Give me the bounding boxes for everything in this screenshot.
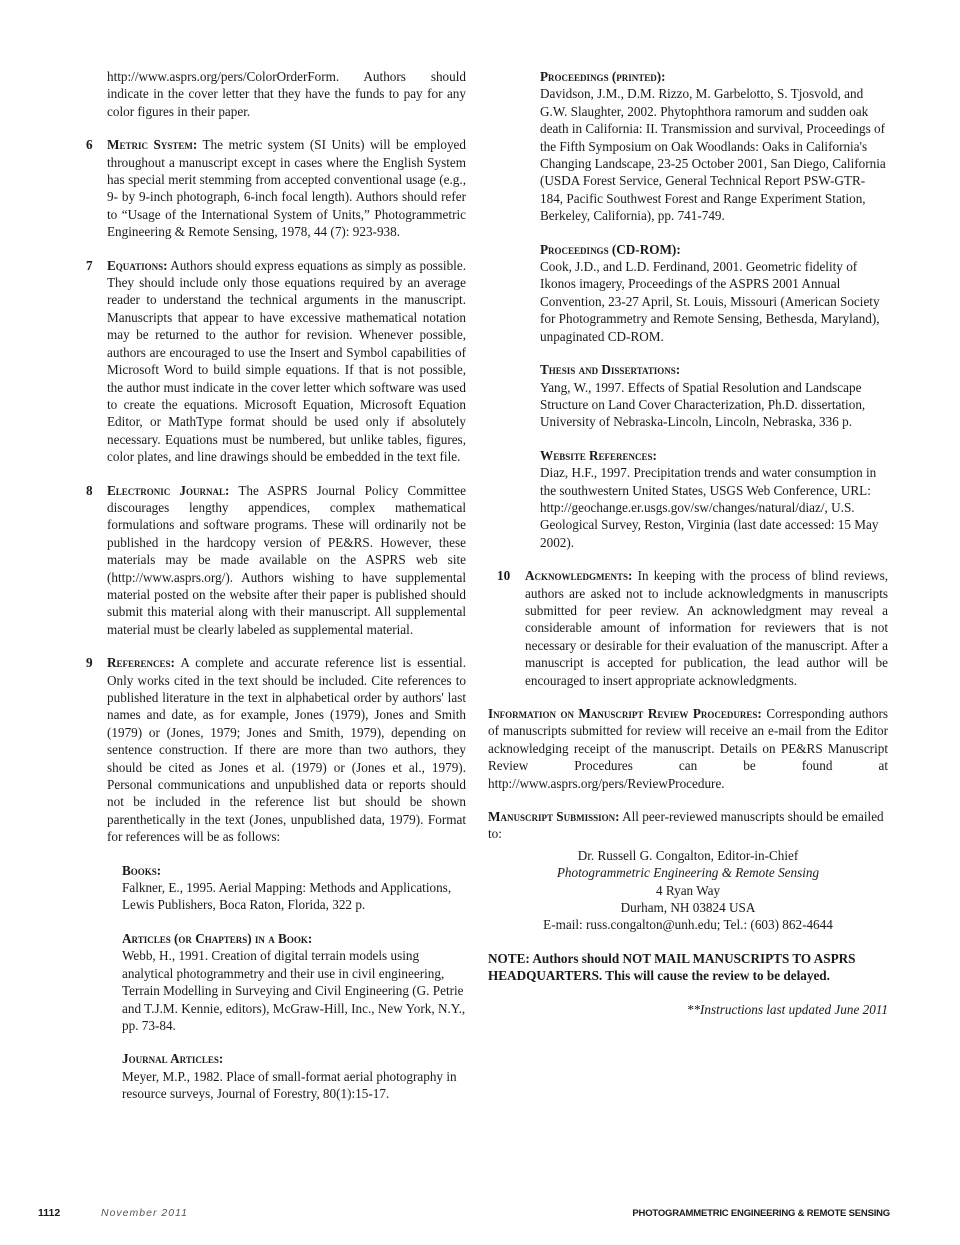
section-text: Corresponding authors of manuscripts submitted for review will receive an e-mail from the Editor acknowledging receipt of the manuscript. Details on PE&RS Manuscript Review Procedures can be found at http://www.asprs.org/pers/ReviewProcedure. xyxy=(488,706,888,791)
ref-format-heading: Thesis and Dissertations: xyxy=(540,362,681,378)
ref-format-example: Cook, J.D., and L.D. Ferdinand, 2001. Geometric fidelity of Ikonos imagery, Proceedings of the ASPRS 2001 Annual Convention, 23-27 April, St. Louis, Missouri (American Society for Photogrammetry and Remote Sensing, Bethesda, Maryland), unpaginated CD-ROM. xyxy=(540,259,880,344)
ref-format-example: Davidson, J.M., D.M. Rizzo, M. Garbelotto, S. Tjosvold, and G.W. Slaughter, 2002. Phytophthora ramorum and sudden oak death in California: II. Transmission and survival, Proceedings of the Fifth Symposium on Oak Woodlands: Oaks in California's Changing Landscape, 23-25 October 2001, San Diego, California (USDA Forest Service, General Technical Report PSW-GTR-184, Pacific Southwest Forest and Range Experiment Station, Berkeley, California), pp. 741-749. xyxy=(540,86,886,224)
item-number: 9 xyxy=(86,655,93,671)
item-electronic-journal xyxy=(86,482,466,639)
ref-format-heading: Website References: xyxy=(540,447,657,463)
ref-format-articles-in-book xyxy=(122,930,466,1034)
item-heading: References: xyxy=(107,655,175,671)
item-acknowledgments xyxy=(497,567,888,689)
journal-name: PHOTOGRAMMETRIC ENGINEERING & REMOTE SENSING xyxy=(632,1208,890,1219)
item-text: In keeping with the process of blind reviews, authors are asked not to include acknowledgments in manuscripts submitted for peer review. An acknowledgment may reveal a considerable amount of information for reviewers that is not necessary or desirable for their evaluation of the manuscript. After a manuscript is accepted for publication, the lead author will be encouraged to insert appropriate acknowledgments. xyxy=(525,568,888,688)
item-text: A complete and accurate reference list is essential. Only works cited in the text should be included. Cite references to published literature in the text in alphabetical order by authors' last names and date, as for example, Jones (1979), Jones and Smith (1979) or (Jones, 1979; Jones and Smith, 1979), depending on sentence construction. If there are more than two authors, they should be cited as Jones et al. (1979) or (Jones et al., 1979). Personal communications and unpublished data or reports should not be included in the reference list but should be shown parenthetically in the text (Jones, unpublished data, 1979). Format for references will be as follows: xyxy=(107,655,466,845)
ref-format-journal-articles xyxy=(122,1050,466,1102)
last-updated-note: **Instructions last updated June 2011 xyxy=(686,1001,888,1017)
ref-format-heading: Journal Articles: xyxy=(122,1051,224,1067)
address-line: Durham, NH 03824 USA xyxy=(620,900,756,916)
ref-format-example: Yang, W., 1997. Effects of Spatial Resolution and Landscape Structure on Land Cover Characterization, Ph.D. dissertation, University of Nebraska-Lincoln, Lincoln, Nebraska, 336 p. xyxy=(540,379,866,430)
item-references xyxy=(86,654,466,845)
ref-format-example: Webb, H., 1991. Creation of digital terrain models using analytical photogrammetry and their use in civil engineering, Terrain Modelling in Surveying and Civil Engineering (G. Petrie and T.J.M. Kennie, editors), McGraw-Hill, Inc., New York, N.Y., pp. 73-84. xyxy=(122,948,466,1033)
item-number: 6 xyxy=(86,137,93,153)
page-number: 1112 xyxy=(38,1207,61,1219)
item-heading: Equations: xyxy=(107,257,168,273)
editor-address xyxy=(488,847,888,934)
item-heading: Acknowledgments: xyxy=(525,568,633,584)
item-heading: Electronic Journal: xyxy=(107,482,230,498)
section-text: All peer-reviewed manuscripts should be emailed to: xyxy=(488,809,884,842)
item-number: 10 xyxy=(497,568,511,584)
ref-format-thesis xyxy=(540,361,888,431)
address-line: Dr. Russell G. Congalton, Editor-in-Chief xyxy=(577,847,799,863)
ref-format-website xyxy=(540,447,888,551)
ref-format-heading: Books: xyxy=(122,862,162,878)
item-equations xyxy=(86,257,466,466)
ref-format-proceedings-printed xyxy=(540,68,888,225)
item-heading: Metric System: xyxy=(107,137,198,153)
page-footer xyxy=(0,1205,960,1225)
ref-format-example: Meyer, M.P., 1982. Place of small-format aerial photography in resource surveys, Journal of Forestry, 80(1):15-17. xyxy=(122,1068,457,1102)
ref-format-example: Falkner, E., 1995. Aerial Mapping: Methods and Applications, Lewis Publishers, Boca Raton, Florida, 322 p. xyxy=(122,880,452,913)
color-figures-continuation: http://www.asprs.org/pers/ColorOrderForm. Authors should indicate in the cover letter that they have the funds to pay for any color figures in their paper. xyxy=(107,69,466,119)
item-number: 8 xyxy=(86,482,93,498)
issue-month: November 2011 xyxy=(101,1207,188,1219)
address-line: Photogrammetric Engineering & Remote Sensing xyxy=(556,865,820,881)
review-procedures-section xyxy=(488,705,888,792)
item-text: Authors should express equations as simply as possible. They should include only those equations required by an average reader to understand the technical arguments in the manuscript. Manuscripts that appear to have excessive mathematical notation may be returned to the author for revision. Whenever possible, authors are encouraged to use the Insert and Symbol capabilities of Microsoft Word to build simple equations. If that is not possible, the author must indicate in the cover letter which software was used to create the equations. Microsoft Equation, Microsoft Equation Editor, or MathType format should be used only if absolutely necessary. Equations must be numbered, but unlike tables, figures, color plates, and line drawings should be embedded in the text file. xyxy=(107,257,466,465)
section-heading: Manuscript Submission: xyxy=(488,809,620,825)
address-line: 4 Ryan Way xyxy=(655,882,721,898)
right-column xyxy=(488,68,888,1018)
ref-format-example: Diaz, H.F., 1997. Precipitation trends and water consumption in the southwestern United States, USGS Web Conference, URL: http://geochange.er.usgs.gov/sw/changes/natural/diaz/, U.S. Geological Survey, Reston, Virginia (last date accessed: 15 May 2002). xyxy=(540,465,879,550)
address-line: E-mail: russ.congalton@unh.edu; Tel.: (603) 862-4644 xyxy=(543,917,833,933)
ref-format-heading: Proceedings (printed): xyxy=(540,69,666,84)
submission-section xyxy=(488,808,888,843)
ref-format-heading: Articles (or Chapters) in a Book: xyxy=(122,930,313,946)
ref-format-books xyxy=(122,862,466,914)
section-heading: Information on Manuscript Review Procedures: xyxy=(488,706,762,721)
item-metric-system xyxy=(86,136,466,240)
left-column xyxy=(86,68,466,1119)
mail-warning-note: NOTE: Authors should NOT MAIL MANUSCRIPTS TO ASPRS HEADQUARTERS. This will cause the review to be delayed. xyxy=(488,950,856,984)
ref-format-heading: Proceedings (CD-ROM): xyxy=(540,241,681,257)
item-text: The metric system (SI Units) will be employed throughout a manuscript except in cases where the English System has special merit stemming from accepted conventional usage (e.g., 9- by 9-inch photograph, 6-inch focal length). Authors should refer to “Usage of the International System of Units,” Photogrammetric Engineering & Remote Sensing, 1978, 44 (7): 923-938. xyxy=(107,137,467,240)
item-number: 7 xyxy=(86,257,93,273)
item-text: The ASPRS Journal Policy Committee discourages lengthy appendices, complex mathematical formulations and software programs. These will ordinarily not be published in the hardcopy version of PE&RS. However, these materials may be made available on the ASPRS web site (http://www.asprs.org/). Authors wishing to have supplemental material posted on the website after their paper is published should submit this material along with their manuscript. All supplemental material must be clearly labeled as supplemental material. xyxy=(107,482,467,637)
ref-format-proceedings-cdrom xyxy=(540,241,888,345)
